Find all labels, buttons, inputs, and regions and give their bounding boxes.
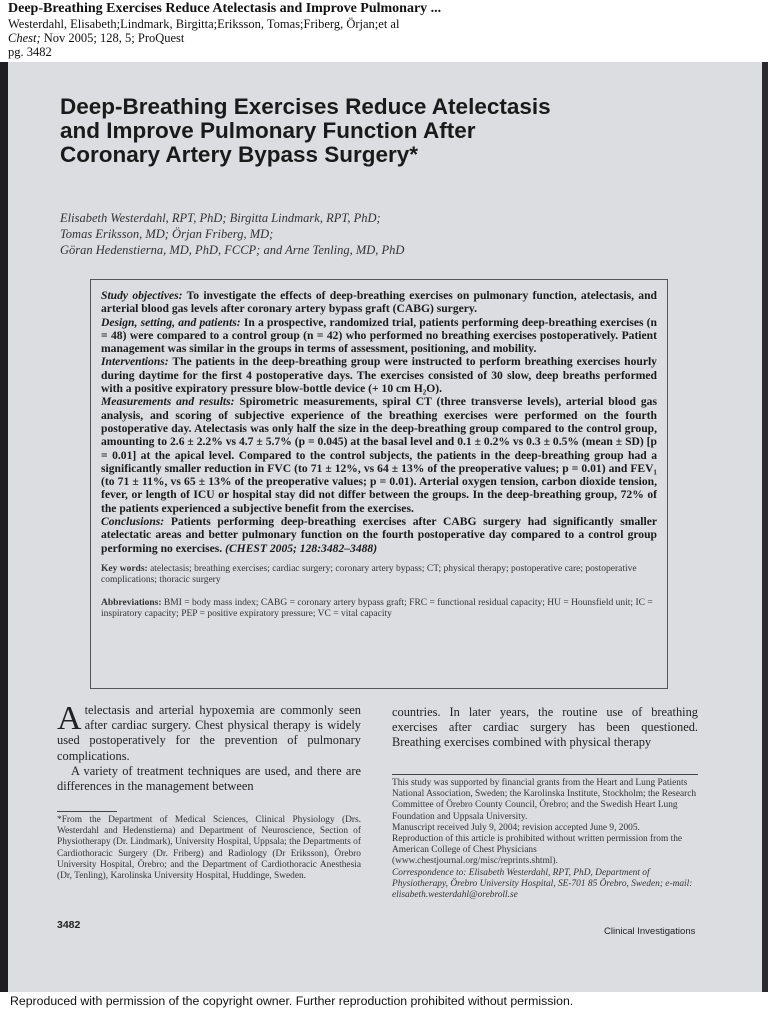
body-paragraph: A variety of treatment techniques are used, and there are differences in the management between — [57, 763, 361, 794]
intro-text: telectasis and arterial hypoxemia are commonly seen after cardiac surgery. Chest physical therapy is widely used postoperatively for the prevention of pulmonary complications. — [57, 703, 361, 763]
abstract-label: Measurements and results: — [101, 395, 235, 409]
abstract-interventions — [101, 355, 657, 395]
issue-date: Nov 2005; 128, 5; ProQuest — [43, 31, 185, 45]
reproduction-notice: Reproduction of this article is prohibited without written permission from the American College of Chest Physicians (www.chestjournal.org/misc/reprints.shtml). — [392, 834, 683, 867]
body-column-right — [392, 705, 698, 751]
affiliation-footnote: *From the Department of Medical Sciences, Clinical Physiology (Drs. Westerdahl and Hedenstierna) and Department of Neuroscience, Section of Physiotherapy (Dr. Lindmark), University Hospital, Uppsala; the Departments of Cardiothoracic Surgery (Dr. Friberg) and Radiology (Dr Eriksson), Örebro University Hospital, Örebro; and the Department of Cardiothoracic Anesthesia (Dr, Tenling), Karolinska University Hospital, Huddinge, Sweden. — [57, 815, 361, 882]
abbreviations-label: Abbreviations: — [101, 597, 162, 608]
abstract-body: The patients in the deep-breathing group were instructed to perform breathing exercises hourly during daytime for the first 4 postoperative days. The exercises consisted of 30 slow, deep breaths performed with a positive expiratory pressure blow-bottle device (+ 10 cm H₂O). — [101, 355, 657, 396]
abstract-label: Study objectives: — [101, 289, 183, 302]
copyright-notice: Reproduced with permission of the copyright owner. Further reproduction prohibited without permission. — [10, 994, 574, 1008]
abbreviations — [101, 598, 657, 620]
abstract-label: Interventions: — [101, 355, 169, 369]
abstract-label: Design, setting, and patients: — [101, 315, 241, 329]
abstract-objectives — [101, 289, 657, 316]
abstract-label: Conclusions: — [101, 515, 165, 529]
author-line: Elisabeth Westerdahl, RPT, PhD; Birgitta Lindmark, RPT, PhD; — [60, 211, 381, 225]
section-label: Clinical Investigations — [604, 926, 696, 937]
journal-citation: (CHEST 2005; 128:3482–3488) — [225, 541, 378, 555]
abstract-body: To investigate the effects of deep-breathing exercises on pulmonary function, atelectasis, and arterial blood gas levels after coronary artery bypass graft (CABG) surgery. — [101, 289, 657, 316]
abstract-text — [101, 289, 657, 555]
correspondence-note: Correspondence to: Elisabeth Westerdahl, RPT, PhD, Department of Physiotherapy, Örebro University Hospital, SE-701 85 Örebro, Sweden; e-mail: elisabeth.westerdahl@orebroll.se — [392, 867, 693, 901]
key-words — [101, 564, 657, 586]
journal-name: Chest; — [8, 31, 41, 45]
scan-left-edge — [0, 62, 8, 992]
funding-note: This study was supported by financial grants from the Heart and Lung Patients National Association, Sweden; the Karolinska Institute, Stockholm; the Research Committee of Örebro County Council, Örebro; and the Swedish Heart Lung Foundation and Uppsala University. — [392, 778, 697, 822]
body-column-left — [57, 700, 361, 794]
article-title: Deep-Breathing Exercises Reduce Atelectasis and Improve Pulmonary Function After Coronary Artery Bypass Surgery* — [60, 94, 551, 167]
body-paragraph-continued: countries. In later years, the routine use of breathing exercises after cardiac surgery has been questioned. Breathing exercises combined with physical therapy — [392, 705, 698, 750]
abstract-measurements — [101, 395, 657, 515]
article-notes — [392, 778, 698, 901]
scan-right-edge — [762, 62, 768, 992]
footnote-rule-right — [392, 774, 698, 775]
abstract-conclusions — [101, 515, 657, 555]
footnote-rule-left — [57, 811, 117, 812]
manuscript-dates: Manuscript received July 9, 2004; revision accepted June 9, 2005. — [392, 822, 640, 833]
abstract-body: Patients performing deep-breathing exercises after CABG surgery had significantly smaller atelectatic areas and better pulmonary function on the fourth postoperative day compared to a control group performing no exercises. — [101, 515, 657, 555]
page-reference: pg. 3482 — [8, 45, 52, 59]
page-number: 3482 — [57, 919, 81, 931]
key-words-label: Key words: — [101, 563, 148, 574]
document-authors: Westerdahl, Elisabeth;Lindmark, Birgitta;Eriksson, Tomas;Friberg, Örjan;et al — [8, 17, 400, 31]
document-title: Deep-Breathing Exercises Reduce Atelectasis and Improve Pulmonary ... — [8, 1, 442, 16]
proquest-citation-header — [8, 0, 760, 59]
intro-paragraph — [57, 700, 361, 764]
author-line: Göran Hedenstierna, MD, PhD, FCCP; and Arne Tenling, MD, PhD — [60, 243, 405, 257]
abbreviations-text: BMI = body mass index; CABG = coronary artery bypass graft; FRC = functional residual capacity; HU = Hounsfield unit; IC = inspiratory capacity; PEP = positive expiratory pressure; VC = vital capacity — [101, 597, 653, 619]
article-authors — [60, 210, 620, 258]
key-words-text: atelectasis; breathing exercises; cardiac surgery; coronary artery bypass; CT; physical therapy; postoperative care; postoperative complications; thoracic surgery — [101, 563, 637, 585]
abstract-design — [101, 316, 657, 356]
abstract-box — [90, 279, 668, 689]
abstract-body: Spirometric measurements, spiral CT (three transverse levels), arterial blood gas analysis, and scoring of subjective experience of the breathing exercises were performed on the fourth postoperative day. Atelectasis was only half the size in the deep-breathing group compared to the control group, amounting to 2.6 ± 2.2% vs 4.7 ± 5.7% (p = 0.045) at the basal level and 0.1 ± 0.2% vs 0.3 ± 0.5% (mean ± SD) [p = 0.01] at the apical level. Compared to the control subjects, the patients in the deep-breathing group had a significantly smaller reduction in FVC (to 71 ± 12%, vs 64 ± 13% of the preoperative values; p = 0.01) and FEV₁ (to 71 ± 11%, vs 65 ± 13% of the preoperative values; p = 0.01). Arterial oxygen tension, carbon dioxide tension, fever, or length of ICU or hospital stay did not differ between the groups. In the deep-breathing group, 72% of the patients experienced a subjective benefit from the exercises. — [101, 395, 657, 515]
author-line: Tomas Eriksson, MD; Örjan Friberg, MD; — [60, 227, 274, 241]
abstract-body: In a prospective, randomized trial, patients performing deep-breathing exercises (n = 48) were compared to a control group (n = 42) who performed no breathing exercises postoperatively. Patient management was similar in the groups in terms of assessment, positioning, and mobility. — [101, 315, 657, 356]
drop-cap: A — [57, 700, 82, 737]
journal-line — [8, 31, 760, 45]
